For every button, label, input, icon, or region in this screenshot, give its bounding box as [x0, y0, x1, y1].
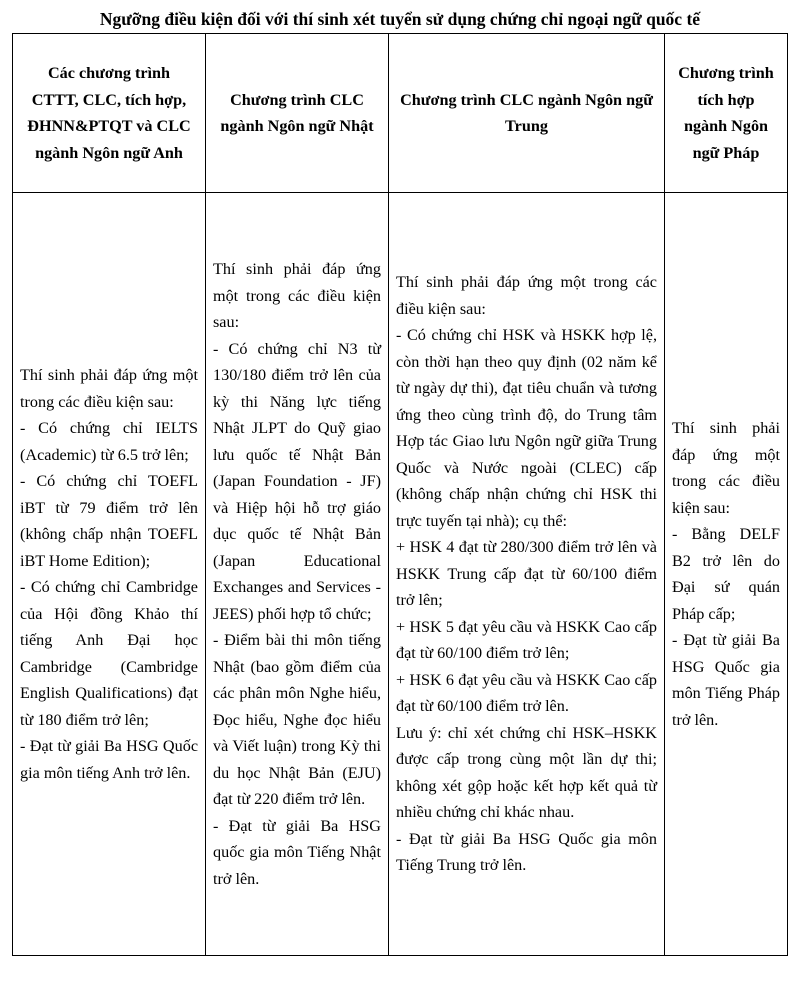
header-japanese-program: Chương trình CLC ngành Ngôn ngữ Nhật: [206, 34, 389, 193]
requirement-line: - Có chứng chỉ Cambridge của Hội đồng Khảo thí tiếng Anh Đại học Cambridge (Cambridge English Qualifications) đạt từ 180 điểm trở lên;: [20, 578, 198, 729]
table-header-row: [13, 34, 788, 193]
requirement-line: - Bằng DELF B2 trở lên do Đại sứ quán Pháp cấp;: [672, 525, 780, 623]
requirement-line: - Đạt từ giải Ba HSG quốc gia môn Tiếng Nhật trở lên.: [213, 816, 381, 888]
requirement-line: Thí sinh phải đáp ứng một trong các điều kiện sau:: [672, 419, 780, 517]
requirement-line: Thí sinh phải đáp ứng một trong các điều kiện sau:: [213, 260, 381, 331]
cell-japanese-requirements: [206, 193, 389, 956]
header-french-program: Chương trình tích hợp ngành Ngôn ngữ Pháp: [665, 34, 788, 193]
requirement-line: - Có chứng chỉ IELTS (Academic) từ 6.5 trở lên;: [20, 419, 198, 464]
requirement-line: - Có chứng chỉ HSK và HSKK hợp lệ, còn thời hạn theo quy định (02 năm kể từ ngày dự thi), đạt tiêu chuẩn và tương ứng theo cùng trình độ, do Trung tâm Hợp tác Giao lưu Ngôn ngữ giữa Trung Quốc và Nước ngoài (CLEC) cấp (không chấp nhận chứng chỉ HSK thi trực tuyến tại nhà); cụ thể:: [396, 326, 657, 530]
requirement-line: Thí sinh phải đáp ứng một trong các điều kiện sau:: [20, 366, 198, 411]
requirement-line: - Đạt từ giải Ba HSG Quốc gia môn Tiếng Trung trở lên.: [396, 829, 657, 875]
requirement-line: + HSK 6 đạt yêu cầu và HSKK Cao cấp đạt từ 60/100 điểm trở lên.: [396, 670, 657, 716]
requirement-line: - Có chứng chỉ TOEFL iBT từ 79 điểm trở lên (không chấp nhận TOEFL iBT Home Edition);: [20, 472, 198, 570]
requirement-line: + HSK 5 đạt yêu cầu và HSKK Cao cấp đạt từ 60/100 điểm trở lên;: [396, 617, 657, 663]
requirements-table: [12, 33, 788, 956]
cell-english-requirements: [13, 193, 206, 956]
requirement-line: Lưu ý: chỉ xét chứng chỉ HSK–HSKK được cấp trong cùng một lần dự thi; không xét gộp hoặc kết hợp kết quả từ nhiều chứng chỉ khác nhau.: [396, 723, 657, 822]
requirement-line: + HSK 4 đạt từ 280/300 điểm trở lên và HSKK Trung cấp đạt từ 60/100 điểm trở lên;: [396, 538, 657, 610]
header-chinese-program: Chương trình CLC ngành Ngôn ngữ Trung: [389, 34, 665, 193]
requirement-line: - Đạt từ giải Ba HSG Quốc gia môn Tiếng Pháp trở lên.: [672, 631, 780, 729]
document-title: Ngưỡng điều kiện đối với thí sinh xét tuyển sử dụng chứng chỉ ngoại ngữ quốc tế: [99, 9, 701, 29]
requirement-line: Thí sinh phải đáp ứng một trong các điều kiện sau:: [396, 273, 657, 318]
table-body-row: [13, 193, 788, 956]
cell-french-requirements: [665, 193, 788, 956]
requirement-line: - Có chứng chỉ N3 từ 130/180 điểm trở lên của kỳ thi Năng lực tiếng Nhật JLPT do Quỹ giao lưu quốc tế Nhật Bản (Japan Foundation - JF) và Hiệp hội hỗ trợ giáo dục quốc tế Nhật Bản (Japan Educational Exchanges and Services - JEES) phối hợp tổ chức;: [213, 339, 381, 623]
header-english-programs: Các chương trình CTTT, CLC, tích hợp, ĐHNN&PTQT và CLC ngành Ngôn ngữ Anh: [13, 34, 206, 193]
cell-chinese-requirements: [389, 193, 665, 956]
requirement-line: - Đạt từ giải Ba HSG Quốc gia môn tiếng Anh trở lên.: [20, 737, 198, 782]
requirement-line: - Điểm bài thi môn tiếng Nhật (bao gồm điểm của các phân môn Nghe hiểu, Đọc hiểu, Nghe đọc hiểu và Viết luận) trong Kỳ thi du học Nhật Bản (EJU) đạt từ 220 điểm trở lên.: [213, 631, 381, 808]
